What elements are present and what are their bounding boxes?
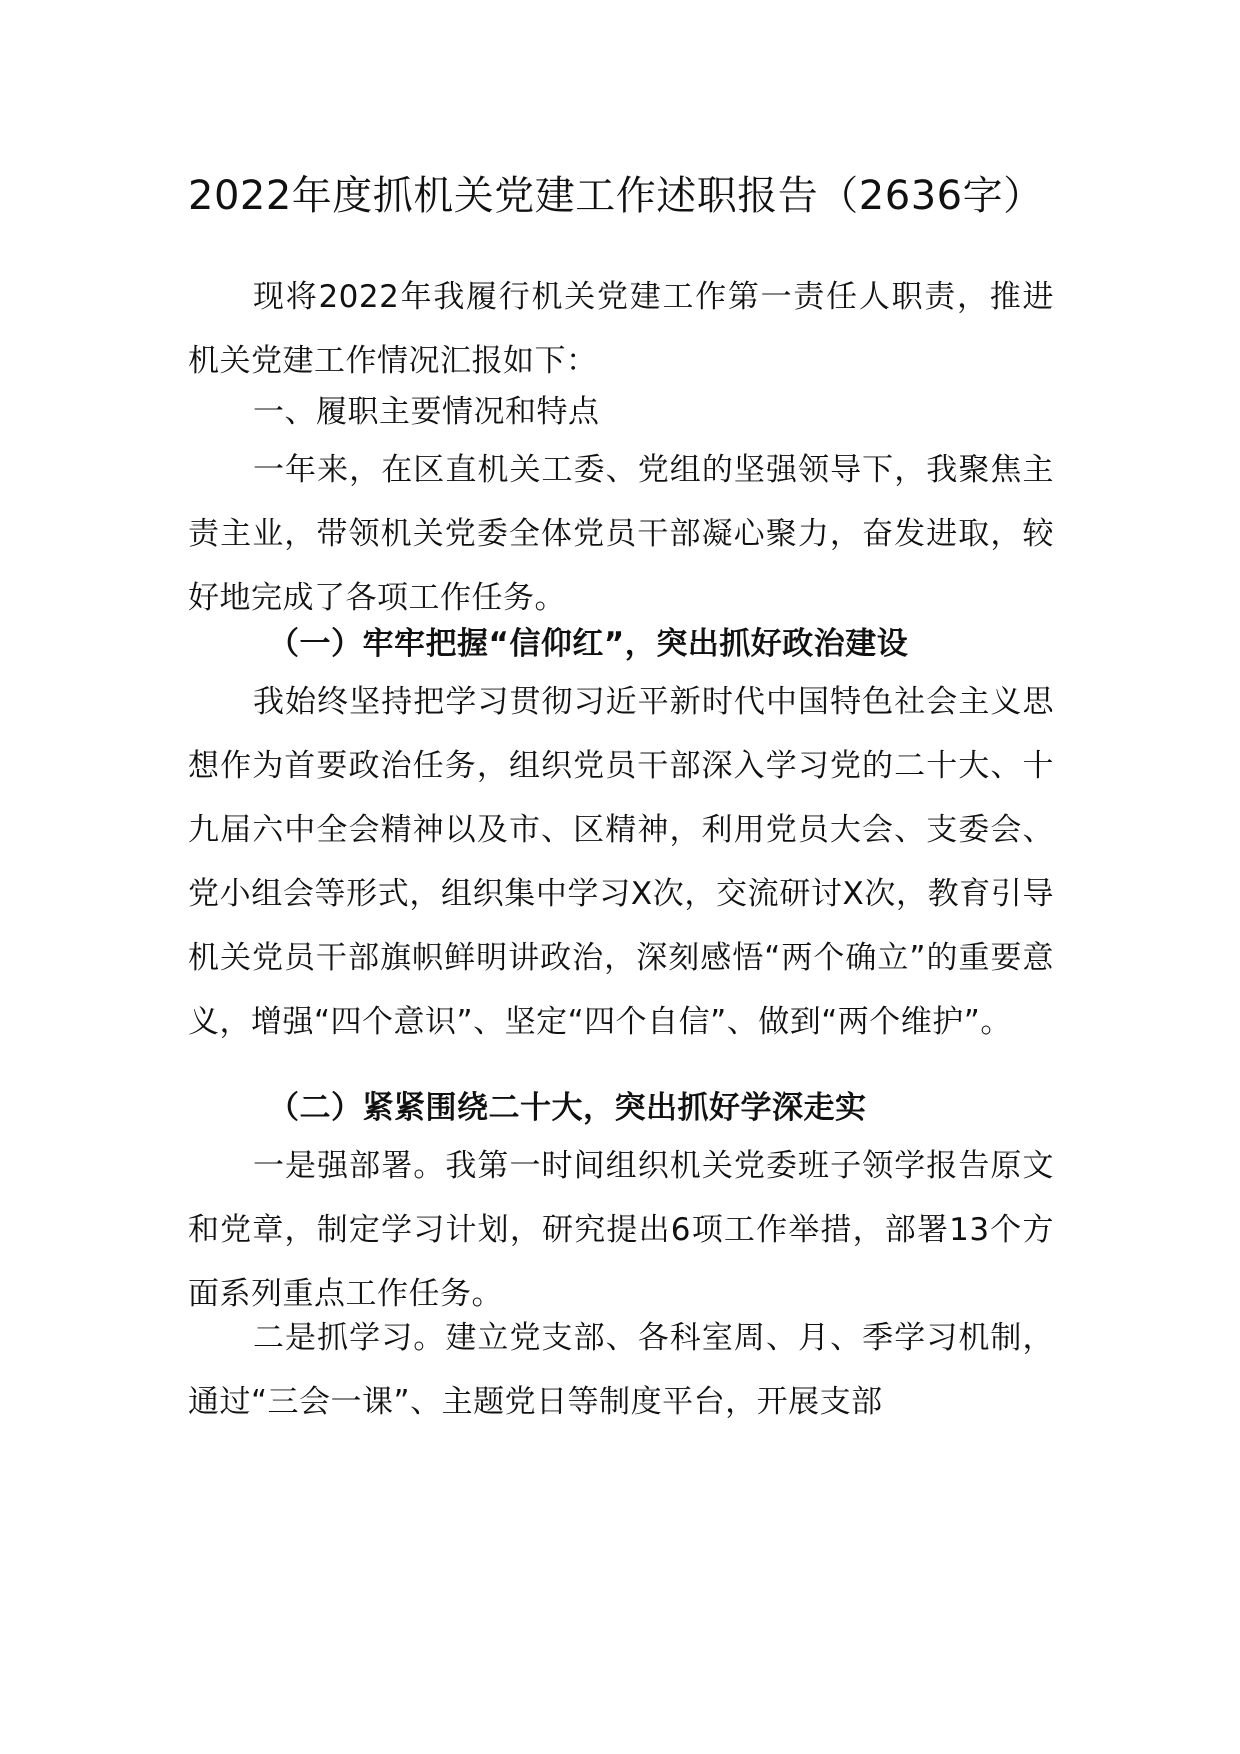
subsection-heading-1: （一）牢牢把握“信仰红”，突出抓好政治建设 (268, 626, 909, 662)
section-1-paragraph: 一年来，在区直机关工委、党组的坚强领导下，我聚焦主责主业，带领机关党委全体党员干部凝心聚力，奋发进取，较好地完成了各项工作任务。 (188, 452, 1054, 616)
document-title: 2022年度抓机关党建工作述职报告（2636字） (188, 173, 1044, 219)
section-heading-1: 一、履职主要情况和特点 (253, 394, 600, 430)
subsection-2-paragraph-2: 二是抓学习。建立党支部、各科室周、月、季学习机制，通过“三会一课”、主题党日等制度平台，开展支部 (188, 1320, 1054, 1420)
intro-paragraph: 现将2022年我履行机关党建工作第一责任人职责，推进机关党建工作情况汇报如下： (188, 279, 1054, 379)
subsection-2-paragraph-1: 一是强部署。我第一时间组织机关党委班子领学报告原文和党章，制定学习计划，研究提出6项工作举措，部署13个方面系列重点工作任务。 (188, 1148, 1054, 1312)
subsection-heading-2: （二）紧紧围绕二十大，突出抓好学深走实 (268, 1090, 867, 1126)
subsection-1-paragraph: 我始终坚持把学习贯彻习近平新时代中国特色社会主义思想作为首要政治任务，组织党员干部深入学习党的二十大、十九届六中全会精神以及市、区精神，利用党员大会、支委会、党小组会等形式，组织集中学习X次，交流研讨X次，教育引导机关党员干部旗帜鲜明讲政治，深刻感悟“两个确立”的重要意义，增强“四个意识”、坚定“四个自信”、做到“两个维护”。 (188, 684, 1054, 1040)
